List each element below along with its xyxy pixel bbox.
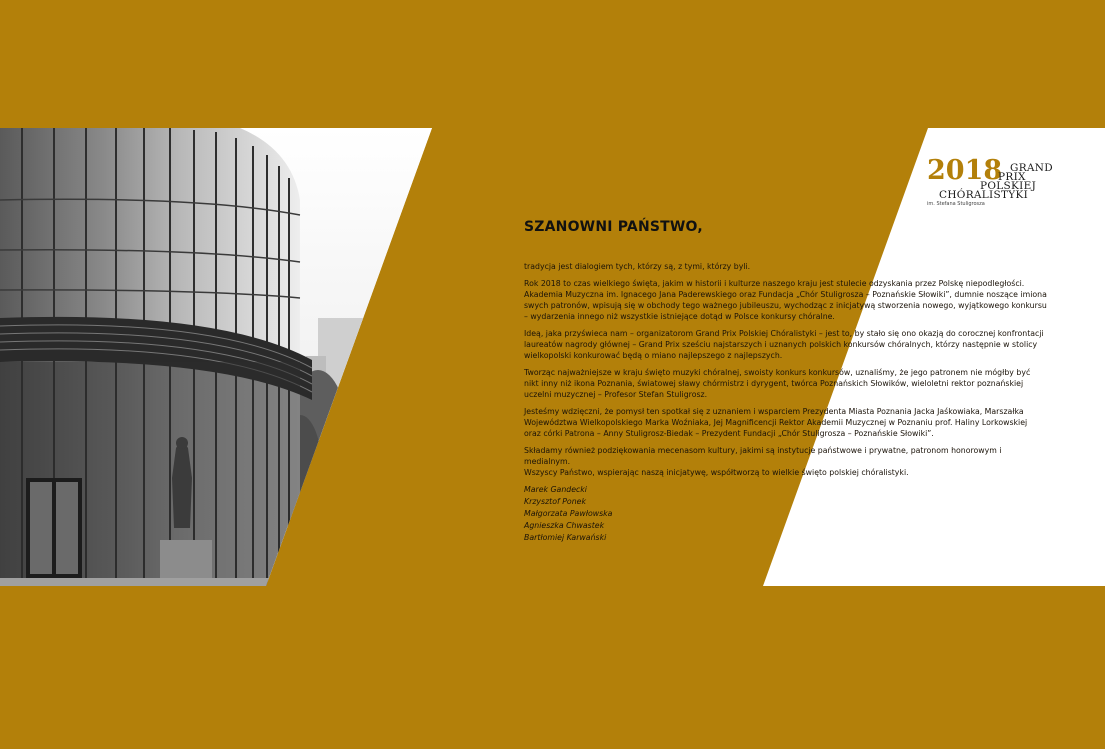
logo-line-polskiej: POLSKIEJ <box>980 180 1037 192</box>
letter-heading: SZANOWNI PAŃSTWO, <box>524 219 703 235</box>
letter-motto: tradycja jest dialogiem tych, którzy są, z tymi, którzy byli. <box>524 262 751 271</box>
grand-prix-logo <box>927 156 1057 211</box>
signatures <box>524 484 1054 544</box>
letter-paragraph: Jesteśmy wdzięczni, że pomysł ten spotkał się z uznaniem i wsparciem Prezydenta Miasta Poznania Jacka Jaśkowiaka, Marszałka Województwa Wielkopolskiego Marka Woźniaka, Jej Magnificencji Rektor Akademii Muzycznej w Poznaniu prof. Haliny Lorkowskiej oraz córki Patrona – Anny Stuligrosz-Biedak – Prezydent Fundacji „Chór Stuligrosza – Poznańskie Słowiki”. <box>524 407 1028 438</box>
logo-line-choralistyki: CHÓRALISTYKI <box>939 189 1029 201</box>
signature: Agnieszka Chwastek <box>524 521 605 530</box>
signature: Małgorzata Pawłowska <box>524 509 613 518</box>
logo-subtitle: im. Stefana Stuligrosza <box>927 201 985 207</box>
signature: Marek Gandecki <box>524 485 587 494</box>
signature: Krzysztof Ponek <box>524 497 586 506</box>
logo-line-grand: GRAND <box>1010 162 1053 174</box>
letter-paragraph: Ideą, jaka przyświeca nam – organizatorom Grand Prix Polskiej Chóralistyki – jest to, by stało się ono okazją do corocznej konfrontacji laureatów nagrody głównej – Grand Prix sześciu najstarszych i uznanych polskich konkursów chóralnych, którzy następnie w stolicy wielkopolski konkurować będą o miano najlepszego z najlepszych. <box>524 329 1044 360</box>
letter-paragraph: Tworząc najważniejsze w kraju święto muzyki chóralnej, swoisty konkurs konkursów, uznaliśmy, że jego patronem nie mógłby być nikt inny niż ikona Poznania, światowej sławy chórmistrz i dyrygent, twórca Poznańskich Słowików, wieloletni rektor poznańskiej uczelni muzycznej – Profesor Stefan Stuligrosz. <box>524 368 1031 399</box>
letter-paragraph: Składamy również podziękowania mecenasom kultury, jakimi są instytucje państwowe i prywatne, patronom honorowym i medialnym. Wszyscy Państwo, wspierając naszą inicjatywę, współtworzą to wielkie święto polskiej chóralistyki. <box>524 446 1002 477</box>
letter <box>524 217 1054 544</box>
letter-paragraph: Rok 2018 to czas wielkiego święta, jakim w historii i kulturze naszego kraju jest stulecie odzyskania przez Polskę niepodległości. Akademia Muzyczna im. Ignacego Jana Paderewskiego oraz Fundacja „Chór Stuligrosza – Poznańskie Słowiki”, dumnie noszące imiona swych patronów, wpisują się w obchody tego ważnego jubileuszu, wychodząc z inicjatywą stworzenia nowego, wyjątkowego konkursu – wydarzenia innego niż wszystkie istniejące dotąd w Polsce konkursy chóralne. <box>524 279 1047 321</box>
logo-line-prix: PRIX <box>998 171 1026 183</box>
logo-year: 2018 <box>927 155 1003 186</box>
signature: Bartłomiej Karwański <box>524 533 607 542</box>
